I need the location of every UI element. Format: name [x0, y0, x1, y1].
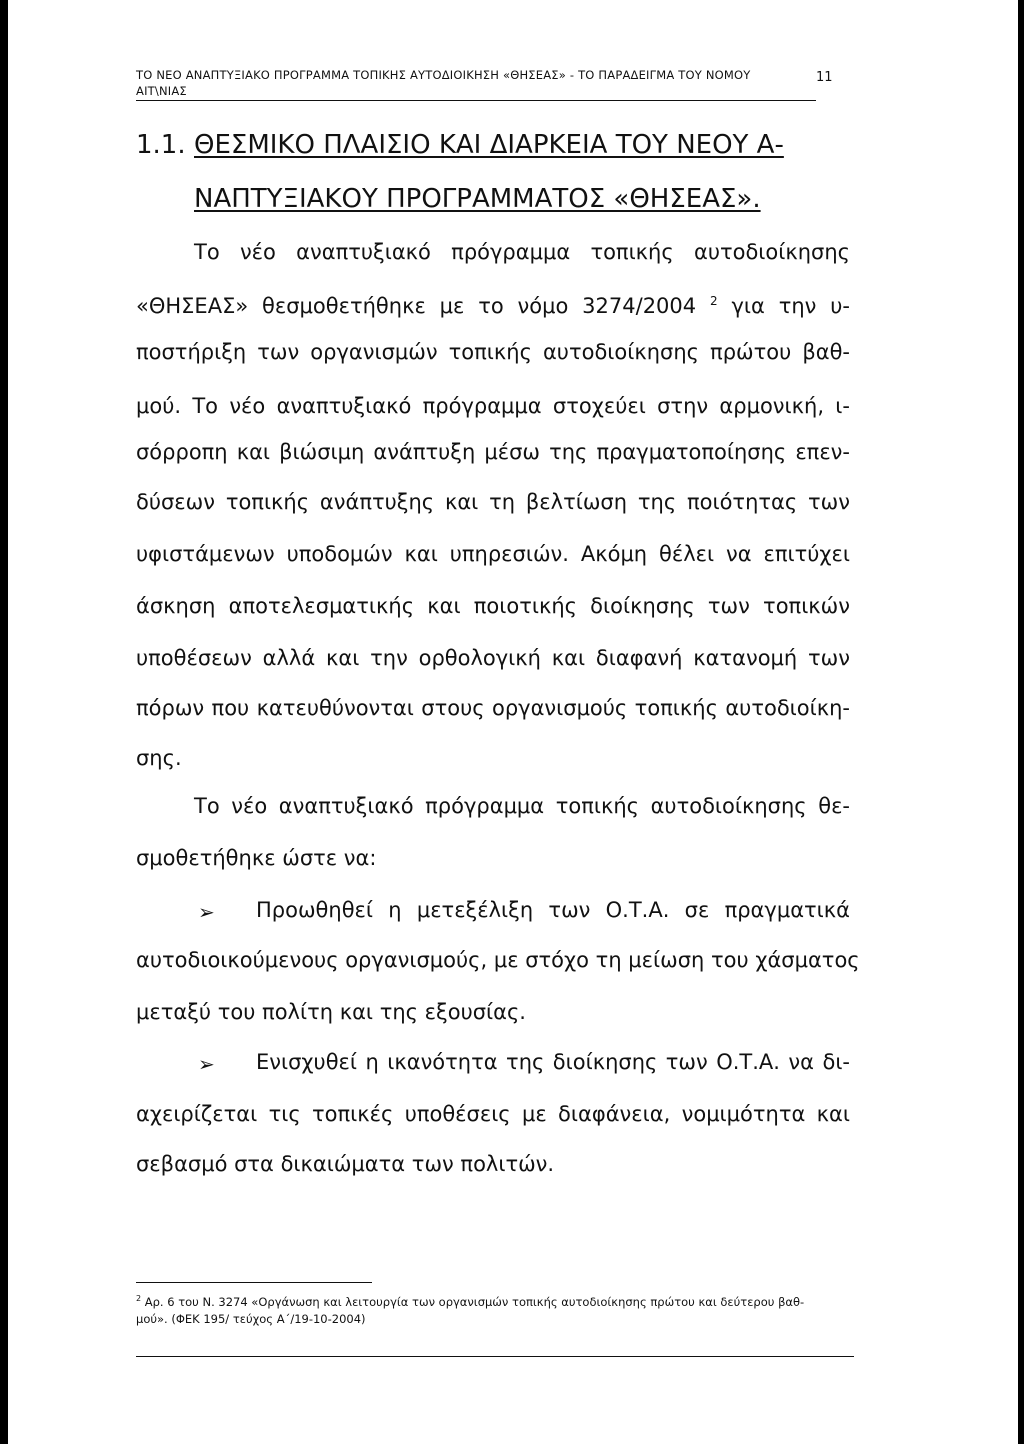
- footnote-line2: μού». (ΦΕΚ 195/ τεύχος Α΄/19-10-2004): [136, 1312, 366, 1326]
- paragraph1-line6: δύσεων τοπικής ανάπτυξης και τη βελτίωση της ποιότητας των: [136, 490, 850, 514]
- footnote-marker: 2: [136, 1294, 142, 1303]
- paragraph2-line2: σμοθετήθηκε ώστε να:: [136, 846, 377, 870]
- header-rule: [136, 100, 816, 101]
- page-number: 11: [816, 70, 833, 85]
- bullet2-line3: σεβασμό στα δικαιώματα των πολιτών.: [136, 1152, 555, 1176]
- bullet2-line1: Ενισχυθεί η ικανότητα της διοίκησης των Ο.Τ.Α. να δι-: [256, 1050, 850, 1074]
- running-header-line1: ΤΟ ΝΕΟ ΑΝΑΠΤΥΞΙΑΚΟ ΠΡΟΓΡΑΜΜΑ ΤΟΠΙΚΗΣ ΑΥΤΟΔΙΟΙΚΗΣΗ «ΘΗΣΕΑΣ» - ΤΟ ΠΑΡΑΔΕΙΓΜΑ ΤΟΥ ΝΟΜΟΥ: [136, 68, 751, 82]
- section-title-line1: ΘΕΣΜΙΚΟ ΠΛΑΙΣΙΟ ΚΑΙ ΔΙΑΡΚΕΙΑ ΤΟΥ ΝΕΟΥ Α-: [194, 130, 784, 160]
- paragraph1-line7: υφιστάμενων υποδομών και υπηρεσιών. Ακόμη θέλει να επιτύχει: [136, 542, 850, 566]
- paragraph2-line1: Το νέο αναπτυξιακό πρόγραμμα τοπικής αυτοδιοίκησης θε-: [194, 794, 850, 818]
- document-page: [8, 0, 1018, 1444]
- bullet2-line2: αχειρίζεται τις τοπικές υποθέσεις με διαφάνεια, νομιμότητα και: [136, 1102, 850, 1126]
- paragraph1-line3: ποστήριξη των οργανισμών τοπικής αυτοδιοίκησης πρώτου βαθ-: [136, 340, 850, 364]
- bottom-rule: [136, 1356, 854, 1357]
- bullet2-marker: ➢: [198, 1052, 215, 1076]
- paragraph1-line1: Το νέο αναπτυξιακό πρόγραμμα τοπικής αυτοδιοίκησης: [194, 240, 850, 264]
- running-header-line2: ΑΙΤ\ΝΙΑΣ: [136, 84, 187, 98]
- paragraph1-line10: πόρων που κατευθύνονται στους οργανισμούς τοπικής αυτοδιοίκη-: [136, 696, 850, 720]
- section-number: 1.1.: [136, 130, 186, 160]
- paragraph1-line5: σόρροπη και βιώσιμη ανάπτυξη μέσω της πραγματοποίησης επεν-: [136, 440, 850, 464]
- paragraph1-line2: «ΘΗΣΕΑΣ» θεσμοθετήθηκε με το νόμο 3274/2004 $^2$ για την υ-: [136, 294, 850, 318]
- bullet1-line3: μεταξύ του πολίτη και της εξουσίας.: [136, 1000, 526, 1024]
- paragraph1-line4: μού. Το νέο αναπτυξιακό πρόγραμμα στοχεύει στην αρμονική, ι-: [136, 394, 850, 418]
- section-title-line2: ΝΑΠΤΥΞΙΑΚΟΥ ΠΡΟΓΡΑΜΜΑΤΟΣ «ΘΗΣΕΑΣ».: [194, 184, 761, 214]
- bullet1-marker: ➢: [198, 900, 215, 924]
- paragraph1-line9: υποθέσεων αλλά και την ορθολογική και διαφανή κατανομή των: [136, 646, 850, 670]
- footnote-reference: 2: [710, 294, 718, 308]
- footnote-line1: $^2$ Αρ. 6 του Ν. 3274 «Οργάνωση και λειτουργία των οργανισμών τοπικής αυτοδιοίκησης πρώτου και δεύτερου βαθ-: [136, 1294, 805, 1309]
- bullet1-line2: αυτοδιοικούμενους οργανισμούς, με στόχο τη μείωση του χάσματος: [136, 948, 860, 972]
- paragraph1-line8: άσκηση αποτελεσματικής και ποιοτικής διοίκησης των τοπικών: [136, 594, 850, 618]
- bullet1-line1: Προωθηθεί η μετεξέλιξη των Ο.Τ.Α. σε πραγματικά: [256, 898, 850, 922]
- footnote-rule: [136, 1282, 372, 1283]
- paragraph1-line11: σης.: [136, 746, 182, 770]
